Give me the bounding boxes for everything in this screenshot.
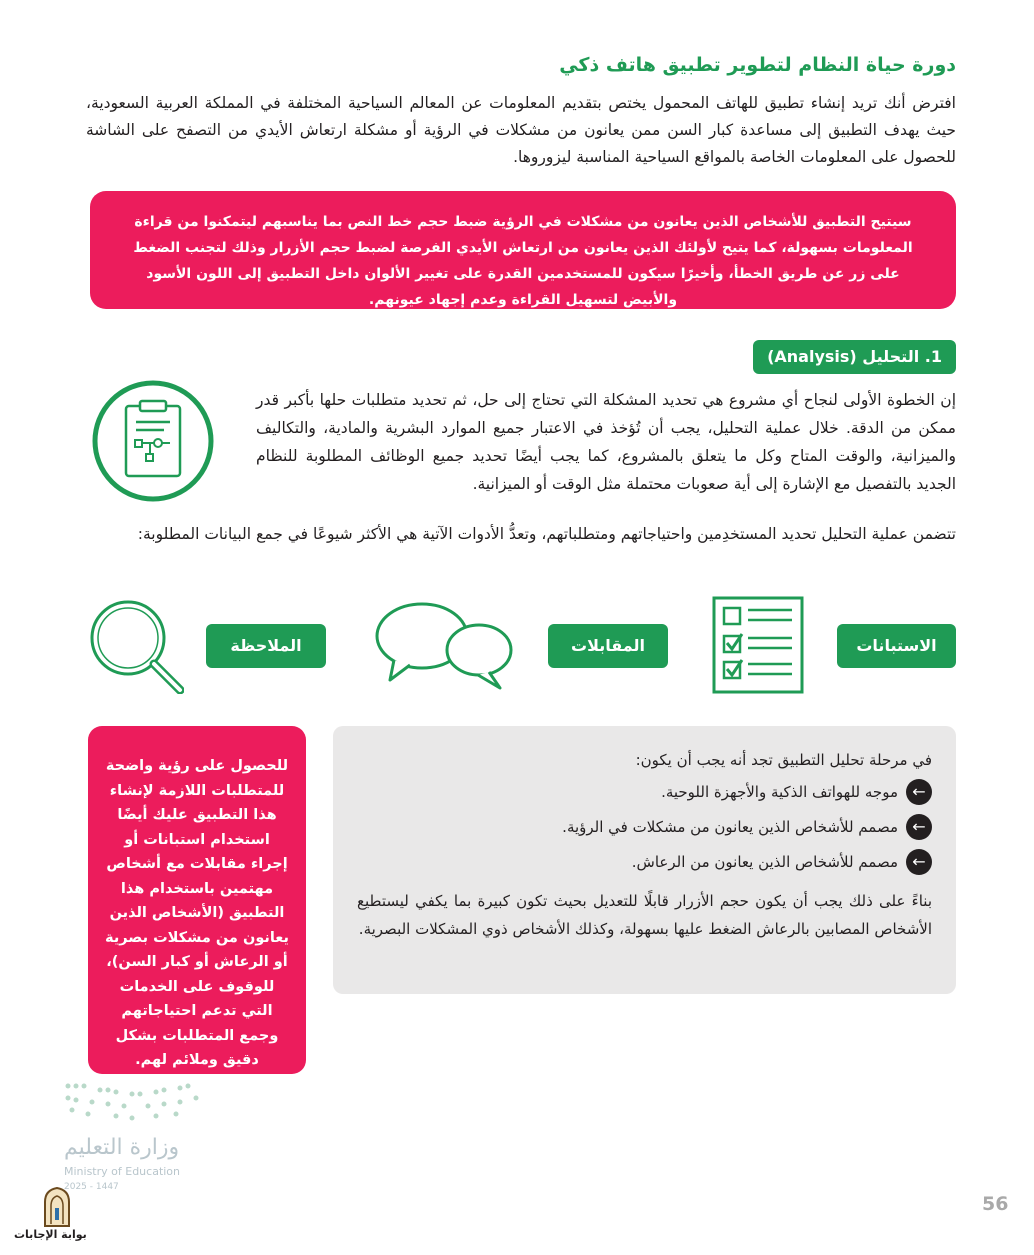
bullet-text: مصمم للأشخاص الذين يعانون من الرعاش. xyxy=(631,852,898,871)
bullet-text: مصمم للأشخاص الذين يعانون من مشكلات في الرؤية. xyxy=(562,817,898,836)
ministry-logo-dots xyxy=(64,1080,200,1124)
list-item xyxy=(357,809,932,844)
survey-checklist-icon xyxy=(712,596,804,694)
list-item xyxy=(357,844,932,879)
highlight-text: سيتيح التطبيق للأشخاص الذين يعانون من مشكلات في الرؤية ضبط حجم خط النص بما يناسبهم ليتمكنوا من قراءة المعلومات بسهولة، كما يتيح لأولئك الذين يعانون من ارتعاش الأيدي الفرصة لضبط حجم الأزرار وذلك لتجنب الضغط على زر عن طريق الخطأ، وأخيرًا سيكون للمستخدمين القدرة على تغيير الألوان داخل التطبيق إلى اللون الأسود والأبيض لتسهيل القراءة وعدم إجهاد عيونهم. xyxy=(133,214,913,308)
watermark-logo-icon xyxy=(42,1186,72,1228)
list-item xyxy=(357,774,932,809)
magnifier-icon xyxy=(88,598,184,694)
arrow-left-icon: ← xyxy=(906,849,932,875)
page-number: 56 xyxy=(982,1193,1009,1215)
ministry-name-arabic: وزارة التعليم xyxy=(64,1135,180,1160)
bullet-text: موجه للهواتف الذكية والأجهزة اللوحية. xyxy=(661,782,898,801)
result-conclusion: بناءً على ذلك يجب أن يكون حجم الأزرار قابلًا للتعديل بحيث تكون كبيرة بما يكفي ليستطيع الأشخاص المصابين بالرعاش الضغط عليها بسهولة، وكذلك الأشخاص ذوي المشكلات البصرية. xyxy=(357,892,932,938)
result-heading: في مرحلة تحليل التطبيق تجد أنه يجب أن يكون: xyxy=(635,751,932,769)
arrow-left-icon: ← xyxy=(906,779,932,805)
observation-label: الملاحظة xyxy=(206,624,326,668)
arrow-left-icon: ← xyxy=(906,814,932,840)
side-note-box xyxy=(88,726,306,1074)
tools-intro-paragraph: تتضمن عملية التحليل تحديد المستخدِمين واحتياجاتهم ومتطلباتهم، وتعدُّ الأدوات الآتية هي الأكثر شيوعًا في جمع البيانات المطلوبة: xyxy=(137,525,956,543)
clipboard-icon xyxy=(90,378,216,504)
speech-bubbles-icon xyxy=(374,600,514,692)
page-title: دورة حياة النظام لتطوير تطبيق هاتف ذكي xyxy=(559,54,956,76)
section-heading-analysis: 1. التحليل (Analysis) xyxy=(753,340,956,374)
analysis-result-box xyxy=(333,726,956,994)
ministry-name-english: Ministry of Education xyxy=(64,1165,181,1178)
watermark-label: بوابة الإجابات xyxy=(14,1228,87,1241)
intro-paragraph: افترض أنك تريد إنشاء تطبيق للهاتف المحمول يختص بتقديم المعلومات عن المعالم السياحية المختلفة في المملكة العربية السعودية، حيث يهدف التطبيق إلى مساعدة كبار السن ممن يعانون من مشكلات في الرؤية أو مشكلة ارتعاش الأيدي من التصفح على الشاشة للحصول على المعلومات الخاصة بالمواقع السياحية المناسبة ليزوروها. xyxy=(86,94,956,166)
side-note-text: للحصول على رؤية واضحة للمتطلبات اللازمة لإنشاء هذا التطبيق عليك أيضًا استخدام استبانات أو إجراء مقابلات مع أشخاص مهتمين باستخدام هذا التطبيق (الأشخاص الذين يعانون من مشكلات بصرية أو الرعاش أو كبار السن)، للوقوف على الخدمات التي تدعم احتياجاتهم وجمع المتطلبات بشكل دقيق وملائم لهم. xyxy=(105,758,289,1068)
highlight-box xyxy=(90,191,956,309)
ministry-year: 2025 - 1447 xyxy=(64,1182,119,1192)
analysis-paragraph: إن الخطوة الأولى لنجاح أي مشروع هي تحديد المشكلة التي تحتاج إلى حل، ثم تحديد متطلبات حلها بأكبر قدر ممكن من الدقة. خلال عملية التحليل، يجب أن تُؤخذ في الاعتبار جميع الموارد البشرية والمادية، والتكاليف والميزانية، والوقت المتاح وكل ما يتعلق بالمشروع، كما يجب أيضًا تحديد جميع الوظائف المطلوبة للنظام الجديد بالتفصيل مع الإشارة إلى أية صعوبات محتملة مثل الوقت أو الميزانية. xyxy=(256,391,956,493)
interviews-label: المقابلات xyxy=(548,624,668,668)
surveys-label: الاستبانات xyxy=(837,624,956,668)
